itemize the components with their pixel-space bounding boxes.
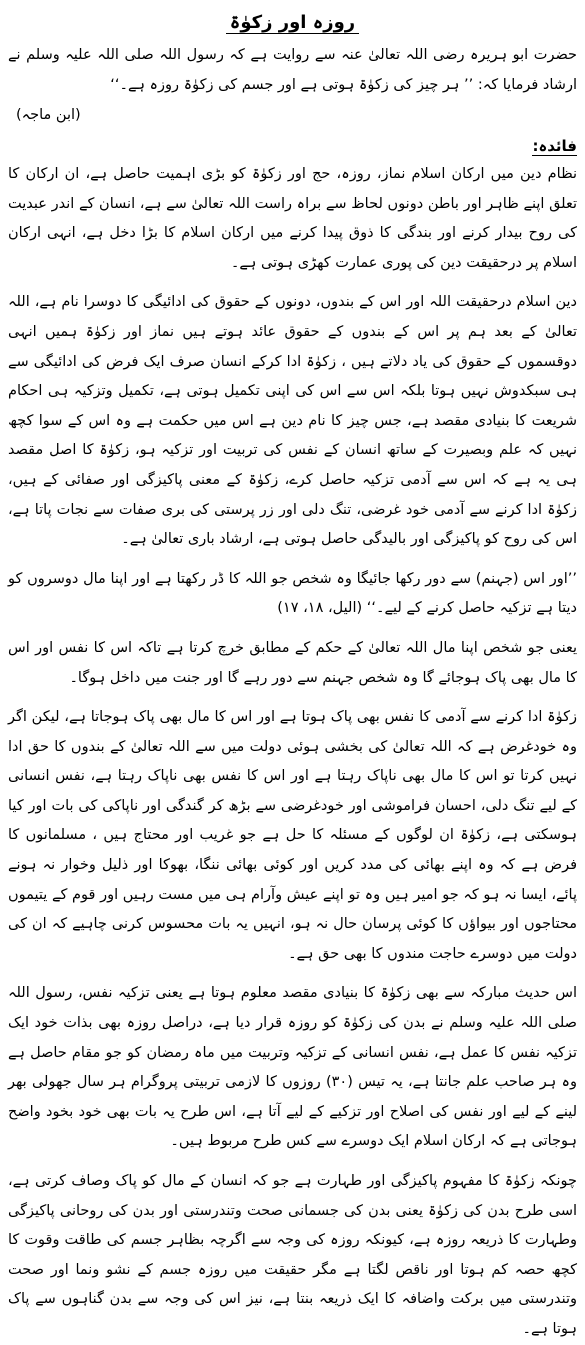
hadith-reference — [8, 100, 577, 130]
article-title-text: روزہ اور زکوٰۃ — [226, 12, 359, 34]
paragraph-6: اس حدیث مبارکہ سے بھی زکوٰۃ کا بنیادی مقصد معلوم ہوتا ہے یعنی تزکیہ نفس، رسول اللہ صلی اللہ علیہ وسلم نے بدن کی زکوٰۃ کو روزہ قرار دیا ہے، دراصل روزہ بھی بذات خود ایک تزکیہ نفس کا عمل ہے، نفس انسانی کے تزکیہ وتربیت میں ماہ رمضان کو جو مقام حاصل ہے وہ ہر صاحب علم جانتا ہے، یہ تیس (۳۰) روزوں کا لازمی تربیتی پروگرام ہر سال جھولی بھر لینے کے لیے اور نفس کی اصلاح اور تزکیے کے لیے آتا ہے، اس طرح یہ بات بھی خود بخود واضح ہوجاتی ہے کہ ارکان اسلام ایک دوسرے سے کس طرح مربوط ہیں۔ — [8, 985, 577, 1150]
paragraph-4: یعنی جو شخص اپنا مال اللہ تعالیٰ کے حکم کے مطابق خرچ کرتا ہے تاکہ اس کا نفس اور اس کا مال بھی پاک ہوجائے گا وہ شخص جہنم سے دور رہے گا اور جنت میں داخل ہوگا۔ — [8, 639, 577, 686]
section-heading — [8, 132, 577, 160]
article-title — [8, 10, 577, 36]
paragraph-7: چونکہ زکوٰۃ کا مفہوم پاکیزگی اور طہارت ہے جو کہ انسان کے مال کو پاک وصاف کرتی ہے، اسی طرح بدن کی زکوٰۃ یعنی بدن کی جسمانی صحت وتندرستی اور بدن کی روحانی پاکیزگی وطہارت کا ذریعہ روزہ ہے، کیونکہ روزہ کی وجہ سے اگرچہ بظاہر جسم کی طاقت وقوت کا کچھ حصہ کم ہوتا اور ناقص لگتا ہے مگر حقیقت میں روزہ جسم کے نشو ونما اور صحت وتندرستی میں برکت واضافہ کا ایک ذریعہ بنتا ہے، نیز اس کی وجہ سے بدن گناہوں سے پاک ہوتا ہے۔ — [8, 1173, 577, 1337]
paragraph-2: دین اسلام درحقیقت اللہ اور اس کے بندوں، دونوں کے حقوق کی ادائیگی کا دوسرا نام ہے، اللہ تعالیٰ کے بعد ہم پر اس کے بندوں کے حقوق عائد ہوتے ہیں نماز اور زکوٰۃ ہمیں انہی دوقسموں کے حقوق کی یاد دلاتے ہیں ، زکوٰۃ ادا کرکے انسان صرف ایک فرض کی ادائیگی سے ہی سبکدوش نہیں ہوتا بلکہ اس سے اس کی اپنی تکمیل ہوتی ہے، تکمیل وتزکیہ ہی احکام شریعت کا بنیادی مقصد ہے، جس چیز کا نام دین ہے اس میں حکمت ہے وہ اس کے سوا کچھ نہیں کہ علم وبصیرت کے ساتھ انسان کے نفس کی تربیت اور تزکیہ ہو، زکوٰۃ کا اصل مقصد ہی یہ ہے کہ اس سے آدمی تزکیہ حاصل کرے، زکوٰۃ کے معنی پاکیزگی اور صفائی کے ہیں، زکوٰۃ ادا کرنے سے آدمی خود غرضی، تنگ دلی اور زر پرستی کی بری صفات سے نجات پاتا ہے، اس کی روح کو پاکیزگی اور بالیدگی حاصل ہوتی ہے، ارشاد باری تعالیٰ ہے۔ — [8, 294, 577, 548]
hadith-text: حضرت ابو ہریرہ رضی اللہ تعالیٰ عنہ سے روایت ہے کہ رسول اللہ صلی اللہ علیہ وسلم نے ارشاد فرمایا کہ: ’’ ہر چیز کی زکوٰۃ ہوتی ہے اور جسم کی زکوٰۃ روزہ ہے۔‘‘ — [8, 47, 577, 93]
hadith-reference-text: (ابن ماجہ) — [16, 107, 81, 123]
section-heading-text: فائدہ: — [532, 137, 577, 155]
paragraph-1: نظام دین میں ارکان اسلام نماز، روزہ، حج اور زکوٰۃ کو بڑی اہمیت حاصل ہے، ان ارکان کا تعلق اپنے ظاہر اور باطن دونوں لحاظ سے براہ راست اللہ تعالیٰ سے ہے، انسان کے اندر عبدیت کی روح بیدار کرنے اور بندگی کا ذوق پیدا کرنے میں ارکان اسلام کا بڑا دخل ہے، انہی ارکان اسلام پر درحقیقت دین کی پوری عمارت کھڑی ہوتی ہے۔ — [8, 166, 577, 271]
paragraph-5: زکوٰۃ ادا کرنے سے آدمی کا نفس بھی پاک ہوتا ہے اور اس کا مال بھی پاک ہوجاتا ہے، لیکن اگر وہ خودغرض ہے کہ اللہ تعالیٰ کی بخشی ہوئی دولت میں سے اللہ تعالیٰ کے بندوں کا حق ادا نہیں کرتا تو اس کا مال بھی ناپاک رہتا ہے اور اس کا نفس بھی ناپاک رہتا ہے، نفس انسانی کے لیے تنگ دلی، احسان فراموشی اور خودغرضی سے بڑھ کر گندگی اور ناپاکی کی بات اور کیا ہوسکتی ہے، زکوٰۃ ان لوگوں کے مسئلہ کا حل ہے جو غریب اور محتاج ہیں ، مسلمانوں کا فرض ہے کہ وہ اپنے بھائی کی مدد کریں اور کوئی بھائی ننگا، بھوکا اور ذلیل وخوار نہ ہونے پائے، ایسا نہ ہو کہ جو امیر ہیں وہ تو اپنے عیش وآرام ہی میں مست رہیں اور قوم کے یتیموں محتاجوں اور بیواؤں کا کوئی پرسان حال نہ ہو، انہیں یہ بات محسوس کرنی چاہیے کہ ان کی دولت میں دوسرے حاجت مندوں کا بھی حق ہے۔ — [8, 709, 577, 962]
paragraph-3: ’’اور اس (جہنم) سے دور رکھا جائیگا وہ شخص جو اللہ کا ڈر رکھتا ہے اور اپنا مال دوسروں کو دیتا ہے تزکیہ حاصل کرنے کے لیے۔‘‘ (الیل، ۱۸، ۱۷) — [8, 570, 577, 617]
